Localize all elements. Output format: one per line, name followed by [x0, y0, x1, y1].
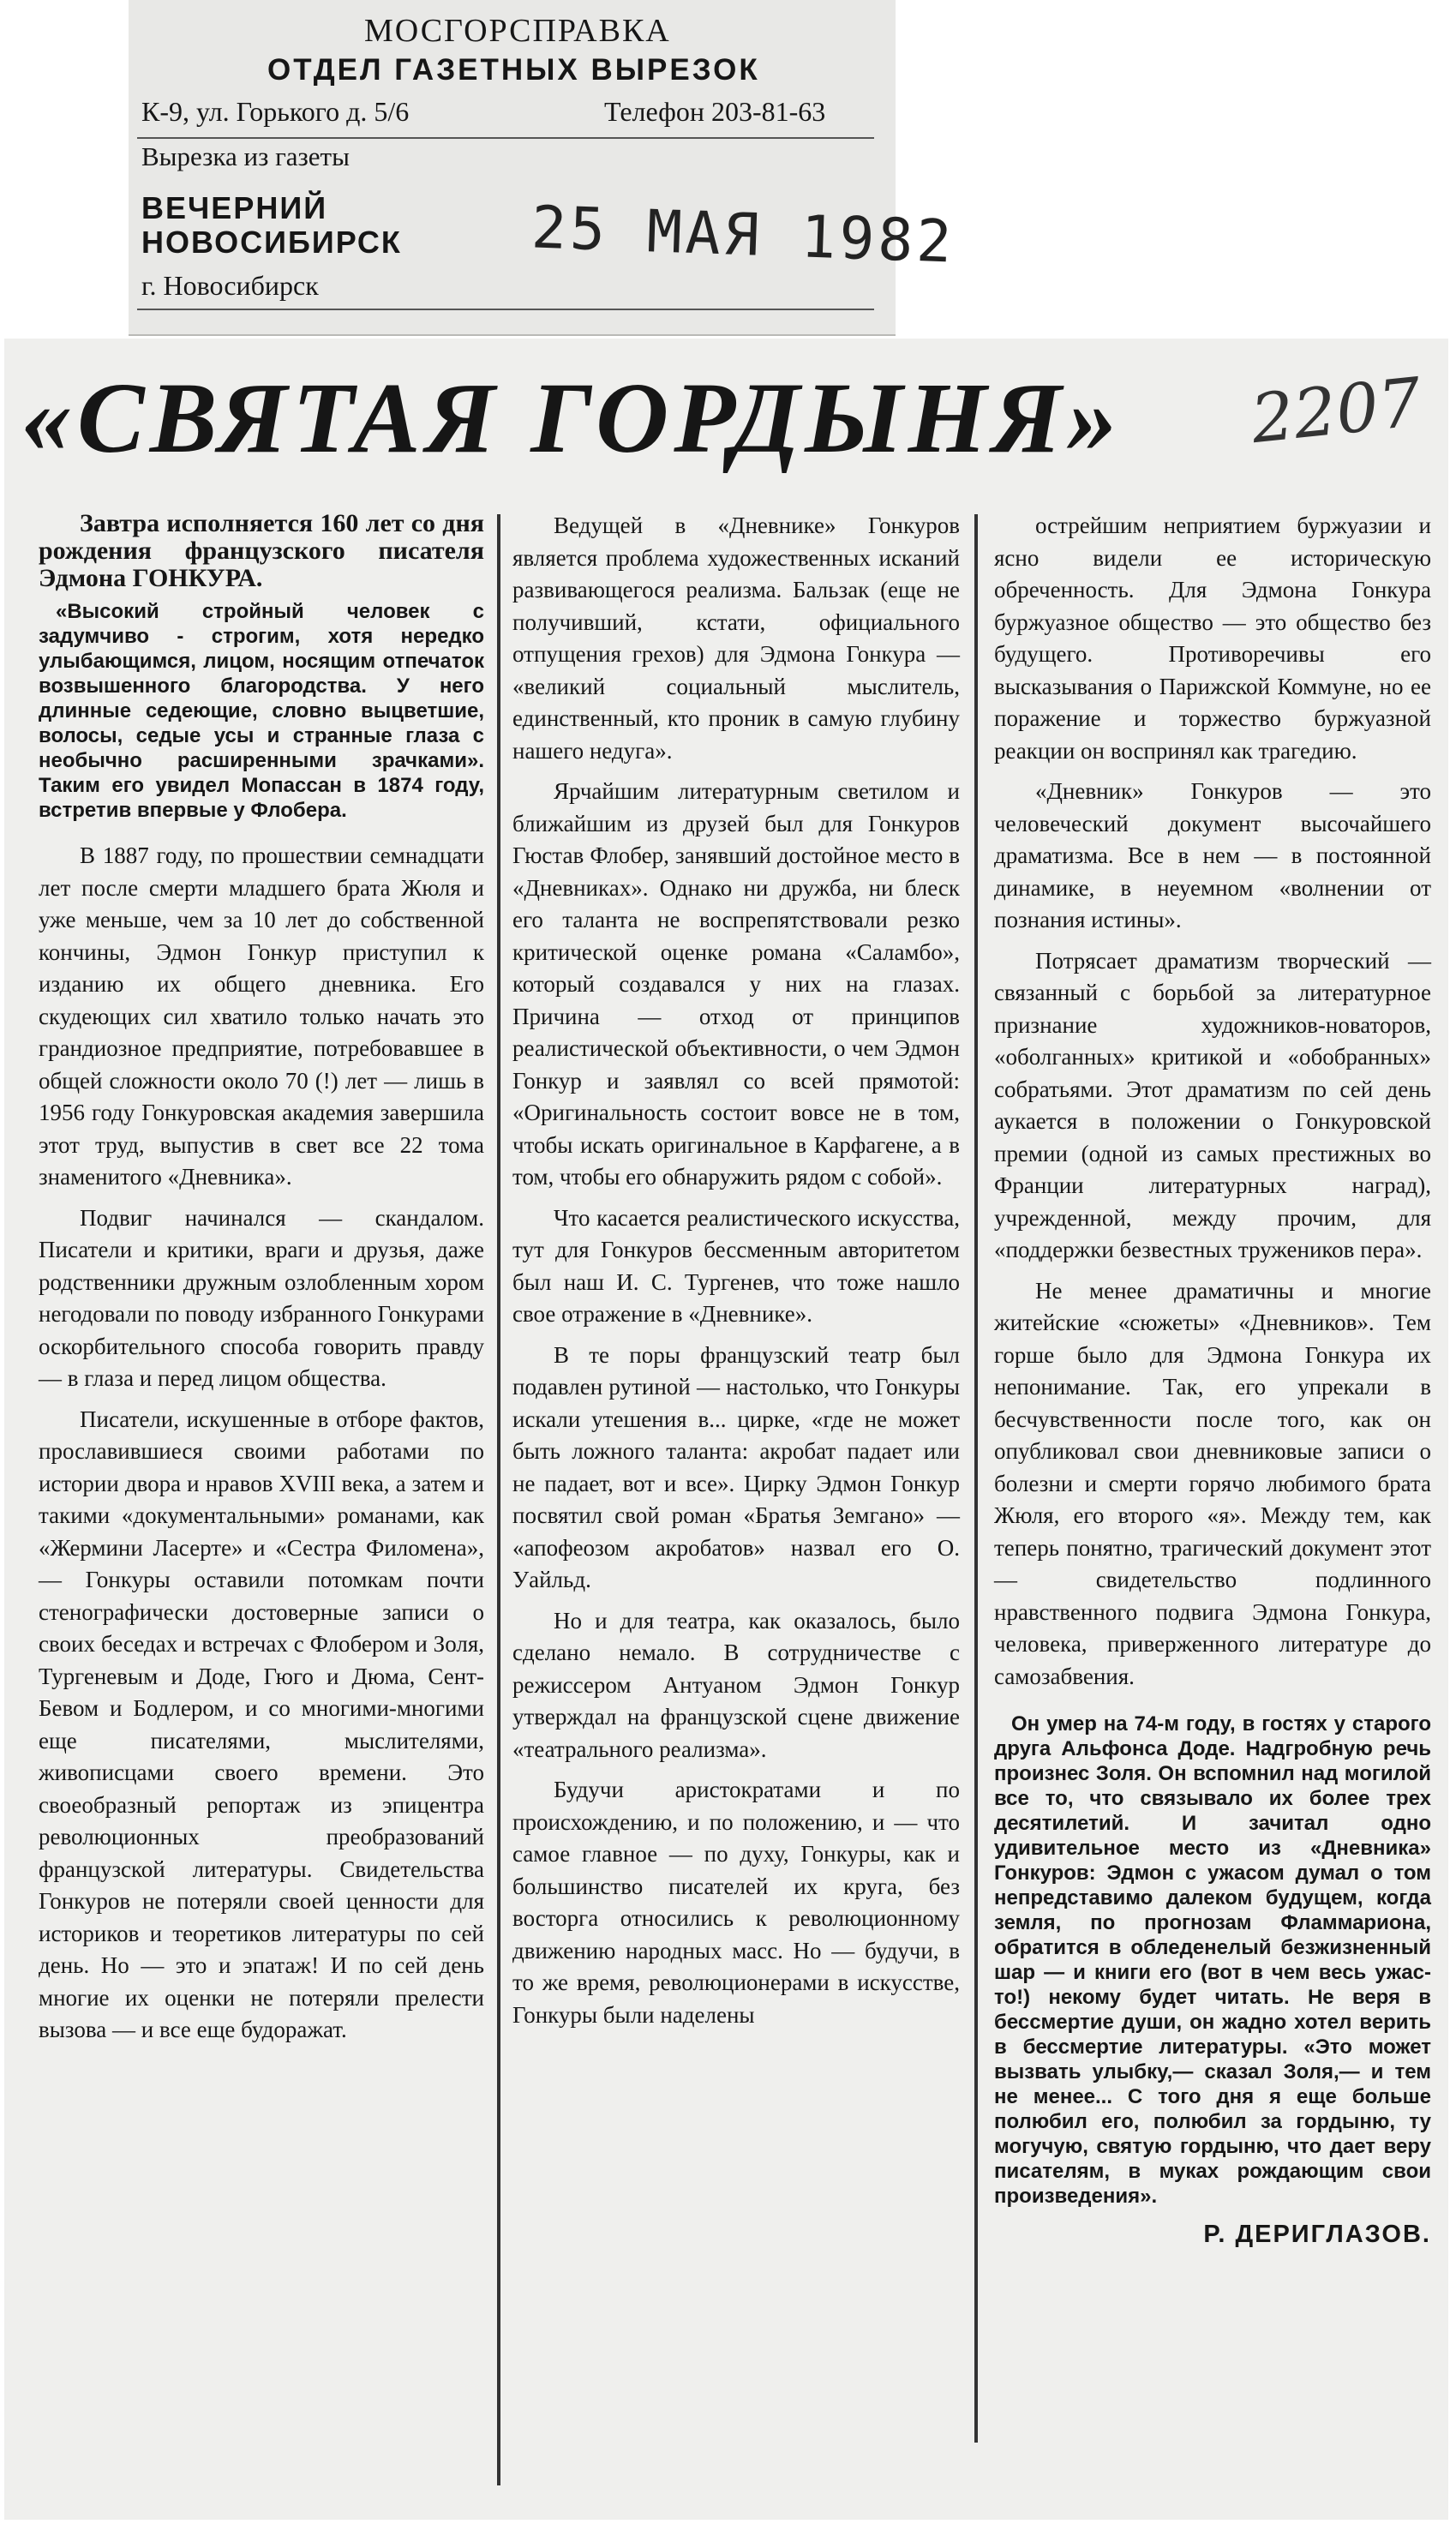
paragraph: Подвиг начинался — скандалом. Писатели и критики, враги и друзья, даже родственники дружным озлобленным хором негодовали по поводу избранного Гонкурами оскорбительного способа говорить правду — в глаза и перед лицом общества.	[39, 1204, 484, 1391]
paragraph: «Дневник» Гонкуров — это человеческий документ высочайшего драматизма. Все в нем — в постоянной динамике, в неуемном «волнении от познания истины».	[994, 778, 1431, 932]
paragraph: В 1887 году, по прошествии семнадцати лет после смерти младшего брата Жюля и уже меньше, чем за 10 лет до собственной кончины, Эдмон Гонкур приступил к изданию их общего дневника. Его скудеющих сил хватило только начать это грандиозное предприятие, потребовавшее в общей сложности около 70 (!) лет — лишь в 1956 году Гонкуровская академия завершила этот труд, выпустив в свет все 22 тома знаменитого «Дневника».	[39, 842, 484, 1190]
paragraph: Ярчайшим литературным светилом и ближайшим из друзей был для Гонкуров Гюстав Флобер, занявший достойное место в «Дневниках». Однако ни дружба, ни блеск его таланта не воспрепятствовали резко критической оценке романа «Саламбо», который создавался у них на глазах. Причина — отход от принципов реалистической объективности, о чем Эдмон Гонкур и заявлял со всей прямотой: «Оригинальность состоит вовсе не в том, чтобы искать оригинальное в Карфагене, а в том, чтобы его обнаружить рядом с собой».	[512, 778, 960, 1190]
article-headline: «СВЯТАЯ ГОРДЫНЯ»	[21, 362, 1123, 474]
label-bottom-divider	[137, 309, 874, 310]
newspaper-clipping	[4, 339, 1448, 2520]
handwritten-number: 2207	[1247, 363, 1425, 459]
paragraph: Ведущей в «Дневнике» Гонкуров является проблема художественных исканий развивающегося реализма. Бальзак (еще не получивший, кстати, официального отпущения грехов) для Эдмона Гонкура — «великий социальный мыслитель, единственный, кто проник в самую глубину нашего недуга».	[512, 513, 960, 764]
article-lead: Завтра исполняется 160 лет со дня рождения французского писателя Эдмона ГОНКУРА.	[39, 509, 484, 592]
agency-address: К-9, ул. Горького д. 5/6	[141, 96, 410, 127]
article-column-1	[39, 510, 484, 2055]
clipping-service-label	[129, 0, 956, 336]
lead-quote: «Высокий стройный человек с задумчиво - строгим, хотя нередко улыбающимся, лицом, носящим отпечаток возвышенного благородства. У него длинные седеющие, словно выцветшие, волосы, седые усы и странные глаза с необычно расширенными зрачками». Таким его увидел Мопассан в 1874 году, встретив впервые у Флобера.	[39, 600, 484, 822]
paragraph: Потрясает драматизм творческий — связанный с борьбой за литературное признание художников-новаторов, «оболганных» критикой и «обобранных» собратьями. Этот драматизм по сей день аукается в положении о Гонкуровской премии (одной из самых престижных во Франции литературных наград), учрежденной, между прочим, для «поддержки безвестных тружеников пера».	[994, 947, 1431, 1262]
newspaper-name-line2: НОВОСИБИРСК	[141, 225, 402, 260]
label-divider	[137, 137, 874, 139]
paragraph: В те поры французский театр был подавлен рутиной — настолько, что Гонкуры искали утешения в... цирке, «где не может быть ложного таланта: акробат падает или не падает, вот и все». Цирку Эдмон Гонкур посвятил свой роман «Братья Земгано» — «апофеозом акробатов» назвал его О. Уайльд.	[512, 1341, 960, 1592]
agency-name: МОСГОРСПРАВКА	[364, 13, 671, 49]
paragraph: Не менее драматичны и многие житейские «сюжеты» «Дневников». Тем горше было для Эдмона Гонкура их непонимание. Так, его упрекали в бесчувственности после того, как он опубликовал свои дневниковые записи о болезни и смерти горячо любимого брата Жюля, его второго «я». Между тем, как теперь понятно, трагический документ этот — свидетельство подлинного нравственного подвига Эдмона Гонкура, человека, приверженного литературе до самозабвения.	[994, 1277, 1431, 1689]
closing-paragraph: Он умер на 74-м году, в гостях у старого друга Альфонса Доде. Надгробную речь произнес Золя. Он вспомнил над могилой все то, что связывало их более трех десятилетий. И зачитал одно удивительное место из «Дневника» Гонкуров: Эдмон с ужасом думал о том непредставимо далеком будущем, когда земля, по прогнозам Фламмариона, обратится в обледенелый безжизненный шар — и книги его (вот в чем весь ужас-то!) некому будет читать. Не веря в бессмертие души, он жадно хотел верить в бессмертие литературы. «Это может вызвать улыбку,— сказал Золя,— и тем не менее... С того дня я еще больше полюбил его, полюбил за гордыню, ту могучую, святую гордыню, что дает веру писателям, в муках рождающим свои произведения».	[994, 1712, 1431, 2208]
article-column-3	[994, 510, 1431, 2251]
cut-from-label: Вырезка из газеты	[141, 141, 350, 171]
agency-phone: Телефон 203-81-63	[604, 96, 826, 127]
author-signature: Р. ДЕРИГЛАЗОВ.	[1203, 2221, 1431, 2248]
column-divider	[497, 514, 500, 2485]
paragraph: Но и для театра, как оказалось, было сделано немало. В сотрудничестве с режиссером Антуаном Эдмон Гонкур утверждал на французской сцене движение «театрального реализма».	[512, 1607, 960, 1762]
column-divider	[974, 514, 978, 2443]
paragraph: острейшим неприятием буржуазии и ясно видели ее историческую обреченность. Для Эдмона Гонкура буржуазное общество — это общество без будущего. Противоречивы его высказывания о Парижской Коммуне, но ее поражение и торжество буржуазной реакции он воспринял как трагедию.	[994, 513, 1431, 764]
paragraph: Будучи аристократами и по происхождению, и по положению, и — что самое главное — по духу, Гонкуры, как и большинство писателей их круга, без восторга относились к революционному движению народных масс. Но — будучи, в то же время, революционерами в искусстве, Гонкуры были наделены	[512, 1777, 960, 2028]
paragraph: Писатели, искушенные в отборе фактов, прославившиеся своими работами по истории двора и нравов XVIII века, а затем и такими «документальными» романами, как «Жермини Ласерте» и «Сестра Филомена», — Гонкуры оставили потомкам почти стенографически достоверные записи о своих беседах и встречах с Флобером и Золя, Тургеневым и Доде, Гюго и Дюма, Сент-Бевом и Бодлером, и со многими-многими еще писателями, мыслителями, живописцами своего времени. Это своеобразный репортаж из эпицентра революционных преобразований французской литературы. Свидетельства Гонкуров не потеряли своей ценности для историков и теоретиков литературы по сей день. Но — это и эпатаж! И по сей день многие их оценки не потеряли прелести вызова — и все еще будоражат.	[39, 1406, 484, 2042]
newspaper-name-line1: ВЕЧЕРНИЙ	[141, 190, 328, 225]
date-stamp: 25 МАЯ 1982	[530, 194, 956, 277]
paragraph: Что касается реалистического искусства, тут для Гонкуров бессменным авторитетом был наш И. С. Тургенев, что тоже нашло свое отражение в «Дневнике».	[512, 1204, 960, 1327]
newspaper-city: г. Новосибирск	[141, 270, 319, 301]
article-column-2	[512, 510, 960, 2040]
department-name: ОТДЕЛ ГАЗЕТНЫХ ВЫРЕЗОК	[267, 53, 760, 87]
